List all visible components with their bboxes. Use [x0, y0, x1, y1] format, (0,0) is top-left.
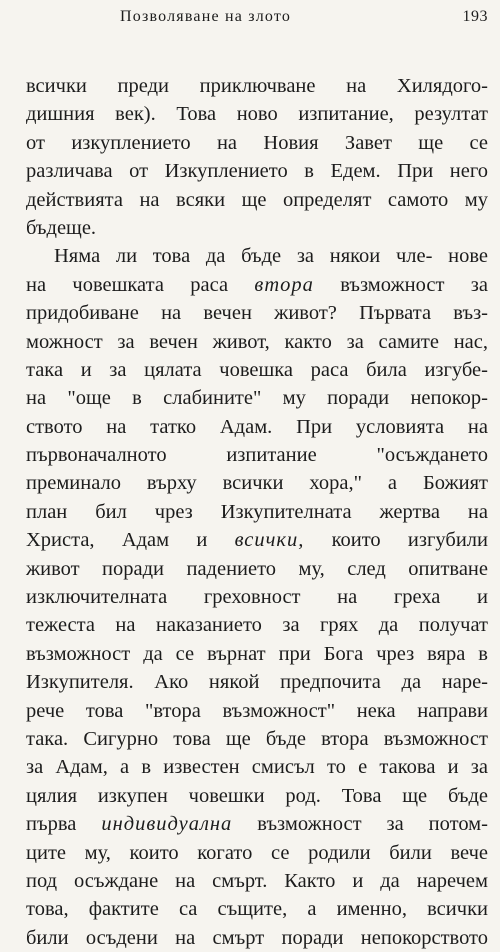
text-segment: можност за вечен живот, както за самите нас, — [26, 330, 488, 353]
text-segment: които изгубили — [304, 529, 488, 552]
text-line — [26, 384, 488, 412]
text-line — [26, 413, 488, 441]
paragraph — [26, 242, 488, 952]
text-line — [26, 328, 488, 356]
text-segment: на "още в слабините" му поради непокор- — [26, 387, 488, 410]
paragraph — [26, 72, 488, 242]
text-segment: така. Сигурно това ще бъде втора възможност — [26, 727, 488, 750]
text-line — [26, 867, 488, 895]
text-line — [26, 697, 488, 725]
running-title: Позволяване на злото — [120, 8, 292, 25]
text-segment: Няма ли това да бъде за някои чле- нове — [54, 245, 488, 268]
text-segment: за Адам, а в известен смисъл то е такова и за — [26, 756, 488, 779]
text-segment: изключителната греховност на греха и — [26, 586, 488, 609]
text-line — [26, 810, 488, 838]
text-segment: на човешката раса — [26, 273, 255, 296]
text-segment: Христа, Адам и — [26, 529, 235, 552]
text-line — [26, 668, 488, 696]
text-segment: първоначалното изпитание "осъждането — [26, 444, 488, 467]
text-line — [26, 299, 488, 327]
text-segment: под осъждане на смърт. Както и да наречем — [26, 869, 488, 892]
text-line — [26, 753, 488, 781]
emphasized-text: всички, — [234, 529, 305, 552]
text-segment: живот поради падението му, след опитване — [26, 557, 488, 580]
text-line — [26, 583, 488, 611]
body-text — [26, 72, 488, 952]
text-segment: ците му, които когато се родили били вече — [26, 841, 488, 864]
text-segment: рече това "втора възможност" нека направи — [26, 699, 488, 722]
text-line — [26, 640, 488, 668]
text-line — [26, 242, 488, 270]
text-segment: преминало върху всички хора," а Божият — [26, 472, 488, 495]
running-head — [0, 6, 500, 32]
text-line: различава от Изкуплението в Едем. При него — [26, 160, 488, 183]
text-segment: така и за цялата човешка раса била изгубе- — [26, 358, 488, 381]
text-line — [26, 611, 488, 639]
text-segment: били осъдени на смърт поради непокорството — [26, 926, 488, 949]
text-segment: план бил чрез Изкупителната жертва на — [26, 500, 488, 523]
text-line — [26, 469, 488, 497]
emphasized-text: втора — [254, 273, 314, 296]
text-line — [26, 924, 488, 952]
text-segment: цялия изкупен човешки род. Това ще бъде — [26, 784, 488, 807]
text-line — [26, 526, 488, 554]
text-line — [26, 725, 488, 753]
emphasized-text: индивидуална — [101, 813, 233, 836]
text-line: действията на всяки ще определят самото му — [26, 188, 488, 211]
text-line — [26, 271, 488, 299]
text-segment: възможност да се върнат при Бога чрез вяра в — [26, 642, 488, 665]
text-line: всички преди приключване на Хилядого- — [26, 75, 488, 97]
text-line — [26, 555, 488, 583]
text-segment: първа — [26, 813, 102, 836]
text-segment: Изкупителя. Ако някой предпочита да наре- — [26, 671, 488, 694]
text-segment: възможност за потом- — [232, 813, 488, 836]
text-line — [26, 356, 488, 384]
text-line — [26, 895, 488, 923]
text-segment: това, фактите са същите, а именно, всички — [26, 898, 488, 921]
text-line — [26, 782, 488, 810]
text-segment: възможност за — [313, 273, 488, 296]
text-segment: ството на татко Адам. При условията на — [26, 415, 488, 438]
text-line: дишния век). Това ново изпитание, резултат — [26, 103, 488, 126]
text-line — [26, 498, 488, 526]
text-segment: придобиване на вечен живот? Първата въз- — [26, 302, 488, 325]
text-line: от изкуплението на Новия Завет ще се — [26, 131, 488, 154]
page-number: 193 — [462, 8, 488, 25]
text-segment: тежеста на наказанието за грях да получат — [26, 614, 488, 637]
text-line — [26, 839, 488, 867]
text-line: бъдеще. — [26, 216, 97, 239]
text-line — [26, 441, 488, 469]
